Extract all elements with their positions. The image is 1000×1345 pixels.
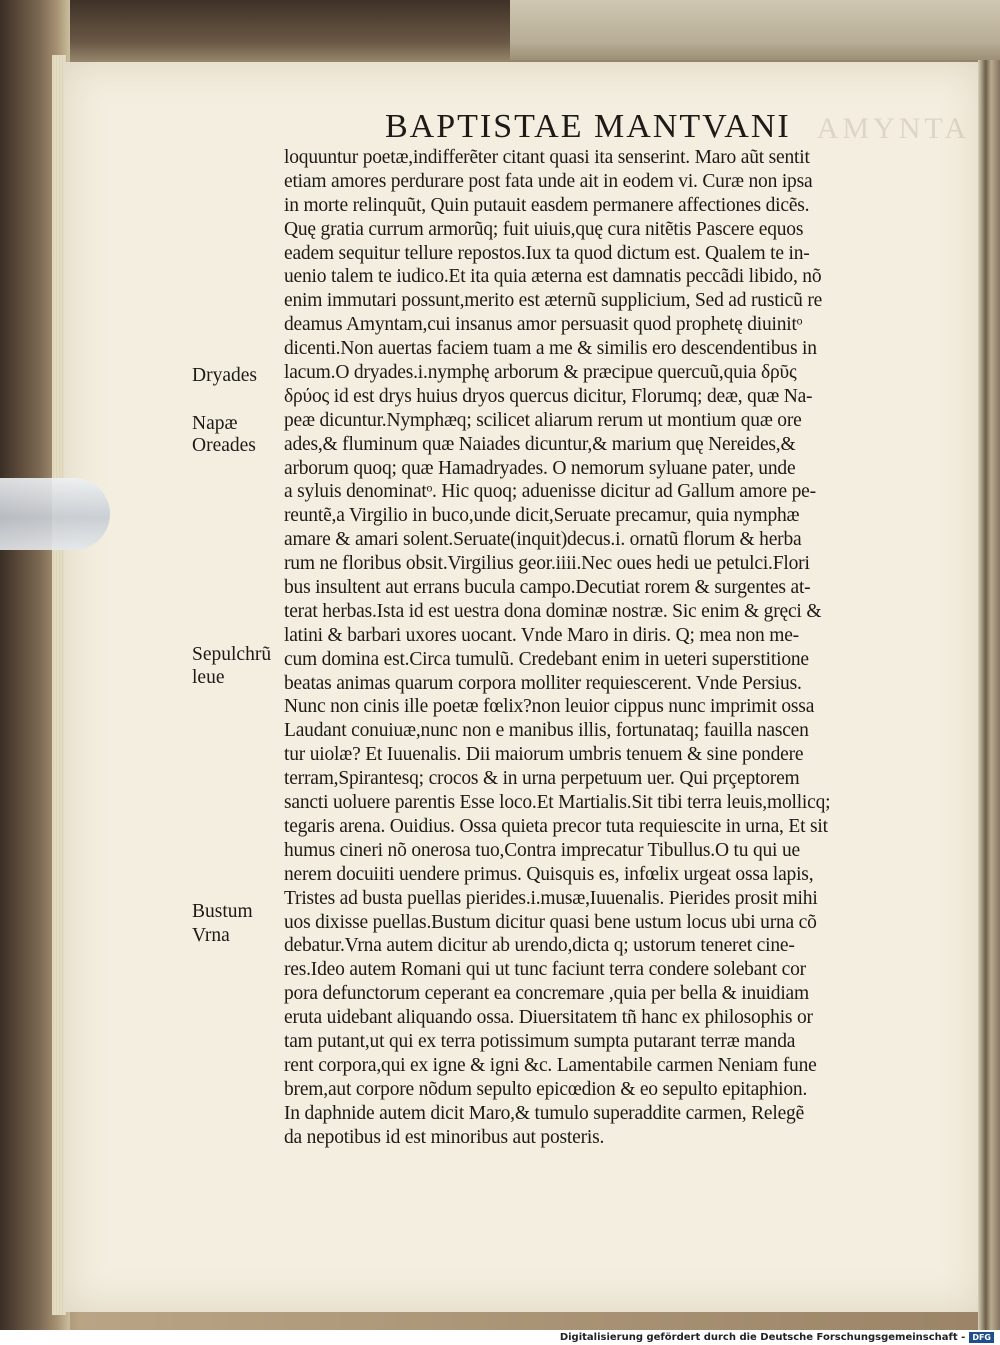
text-line: tam putant,ut qui ex terra potissimum sumpta putarant terræ manda — [284, 1030, 796, 1052]
margin-note: leue — [192, 667, 225, 688]
text-line: terat herbas.Ista id est uestra dona dominæ nostræ. Sic enim & gręci & — [284, 600, 822, 622]
text-line: Quę gratia currum armorũq; fuit uiuis,quę cura nitẽtis Pascere equos — [284, 218, 804, 240]
body-text — [284, 146, 924, 1149]
text-line: debatur.Vrna autem dicitur ab urendo,dicta q; ustorum teneret cine- — [284, 935, 795, 957]
text-line: sancti uoluere parentis Esse loco.Et Martialis.Sit tibi terra leuis,mollicq; — [284, 792, 831, 814]
show-through-header: AMYNTA — [816, 112, 970, 145]
footer-credit: Digitalisierung gefördert durch die Deutsche Forschungsgemeinschaft - — [559, 1332, 966, 1343]
text-line: pora defunctorum ceperant ea concremare ,quia per bella & inuidiam — [284, 983, 809, 1005]
text-line: etiam amores perdurare post fata unde ait in eodem vi. Curæ non ipsa — [284, 170, 813, 192]
running-header: BAPTISTAE MANTVANI — [385, 108, 791, 145]
text-line: loquuntur poetæ,indifferẽter citant quasi ita senserint. Maro aũt sentit — [284, 147, 810, 168]
text-line: terram,Spirantesq; crocos & in urna perpetuum uer. Qui prçeptorem — [284, 768, 800, 790]
text-line: brem,aut corpore nõdum sepulto epicœdion & eo sepulto epitaphion. — [284, 1078, 808, 1100]
book-cover-top-right — [510, 0, 1000, 60]
text-line: beatas animas quarum corpora molliter requiescerent. Vnde Persius. — [284, 672, 802, 694]
text-line: ades,& fluminum quæ Naiades dicuntur,& marium quę Nereides,& — [284, 433, 796, 455]
text-line: arborum quoq; quæ Hamadryades. O nemorum syluane pater, unde — [284, 457, 796, 479]
text-line: bus insultent aut errans bucula campo.Decutiat rorem & surgentes at- — [284, 577, 811, 599]
text-line: tegaris arena. Ouidius. Ossa quieta precor tuta requiescite in urna, Et sit — [284, 815, 828, 837]
text-line: lacum.O dryades.i.nymphę arborum & præcipue quercuũ,quia δρῦς — [284, 362, 797, 384]
margin-note: Napæ — [192, 413, 238, 434]
book-gutter — [978, 60, 1000, 1330]
text-line: rent corpora,qui ex igne & igni &c. Lamentabile carmen Neniam fune — [284, 1054, 817, 1076]
margin-note: Bustum — [192, 901, 253, 922]
margin-note: Vrna — [192, 925, 230, 946]
text-line: cum domina est.Circa tumulũ. Credebant enim in ueteri superstitione — [284, 648, 809, 670]
text-line: deamus Amyntam,cui insanus amor persuasit quod prophetę diuinitᵒ — [284, 314, 803, 336]
dfg-logo: DFG — [969, 1332, 994, 1343]
text-line: δρύος id est drys huius dryos quercus dicitur, Florumq; deæ, quæ Na- — [284, 385, 813, 407]
text-line: uos dixisse puellas.Bustum dicitur quasi bene ustum locus ubi urna cõ — [284, 911, 817, 933]
text-line: a syluis denominatᵒ. Hic quoq; aduenisse dicitur ad Gallum amore pe- — [284, 481, 816, 503]
text-line: Nunc non cinis ille poetæ fœlix?non leuior cippus nunc imprimit ossa — [284, 696, 815, 718]
text-line: reuntẽ,a Virgilio in buco,unde dicit,Seruate precamur, quia nymphæ — [284, 505, 800, 527]
text-line: Tristes ad busta puellas pierides.i.musæ,Iuuenalis. Pierides prosit mihi — [284, 887, 818, 909]
text-line: peæ dicuntur.Nymphæq; scilicet aliarum rerum ut montium quæ ore — [284, 409, 802, 431]
text-line: dicenti.Non auertas faciem tuam a me & similis ero descendentibus in — [284, 338, 817, 360]
text-line: eruta uidebant aliquando ossa. Diuersitatem tñ hanc ex philosophis or — [284, 1007, 813, 1029]
text-line: tur uiolæ? Et Iuuenalis. Dii maiorum umbris tenuem & sine pondere — [284, 744, 804, 766]
text-line: Laudant conuiuæ,nunc non e manibus illis, fortunataq; fauilla nascen — [284, 720, 809, 742]
text-line: In daphnide autem dicit Maro,& tumulo superaddite carmen, Relegẽ — [284, 1102, 805, 1124]
page-clip — [0, 478, 110, 550]
margin-note: Dryades — [192, 365, 257, 386]
margin-note: Oreades — [192, 435, 256, 456]
text-line: humus cineri nõ onerosa tuo,Contra imprecatur Tibullus.O tu qui ue — [284, 839, 800, 861]
text-line: amare & amari solent.Seruate(inquit)decus.i. ornatũ florum & herba — [284, 529, 802, 551]
text-line: enim immutari possunt,merito est æternũ supplicium, Sed ad rusticũ re — [284, 290, 823, 312]
text-line: latini & barbari uxores uocant. Vnde Maro in diris. Q; mea non me- — [284, 624, 799, 646]
text-line: nerem docuiiti uendere primus. Quisquis es, infœlix urgeat ossa lapis, — [284, 863, 814, 885]
text-line: res.Ideo autem Romani qui ut tunc faciunt terra condere solebant cor — [284, 959, 806, 981]
text-line: rum ne floribus obsit.Virgilius geor.iiii.Nec oues hedi ue petulci.Flori — [284, 553, 810, 575]
text-line: eadem sequitur tellure repostos.Iux ta quod dictum est. Qualem te in- — [284, 242, 810, 264]
footer — [560, 1330, 994, 1345]
text-line: da nepotibus id est minoribus aut posteris. — [284, 1126, 605, 1148]
text-line: in morte relinquũt, Quin putauit easdem permanere affectiones dicẽs. — [284, 194, 810, 216]
text-line: uenio talem te iudico.Et ita quia æterna est damnatis peccãdi libido, nõ — [284, 266, 822, 288]
margin-note: Sepulchrũ — [192, 644, 272, 665]
